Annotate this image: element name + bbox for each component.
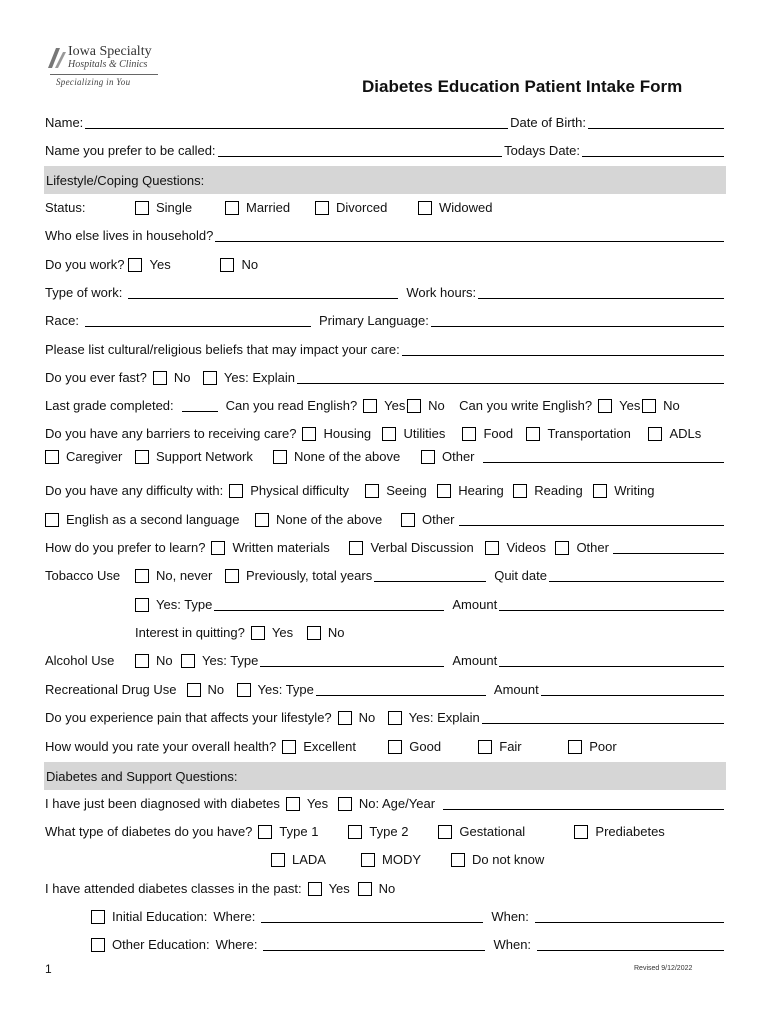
dtype-gestational[interactable] [438,824,574,840]
grade-row [45,394,726,414]
tobacco-previously[interactable] [225,568,372,584]
beliefs-label: Please list cultural/religious beliefs that may impact your care: [45,342,400,357]
preferred-row [45,139,726,159]
work-yes-checkbox[interactable] [128,258,142,272]
household-label: Who else lives in household? [45,228,214,243]
tobacco-yes-label: Yes: Type [156,597,213,612]
alcohol-no-checkbox[interactable] [135,654,149,668]
tobacco-previously-label: Previously, total years [246,568,373,583]
other-education-checkbox[interactable] [91,938,105,952]
pain-yes-checkbox[interactable] [388,711,402,725]
difficulty-physical[interactable] [229,483,365,499]
difficulty-row-2 [45,508,726,528]
drug-no-checkbox[interactable] [187,683,201,697]
barrier-other-checkbox[interactable] [421,450,435,464]
other-education[interactable] [91,937,210,953]
status-widowed-checkbox[interactable] [418,201,432,215]
status-widowed[interactable] [418,200,492,216]
tobacco-yes[interactable] [135,597,212,613]
section-diabetes-title: Diabetes and Support Questions: [46,768,238,784]
classes-no-label: No [378,881,396,896]
learn-videos[interactable] [485,540,555,556]
difficulty-hearing[interactable] [437,483,513,499]
barrier-other[interactable] [421,449,475,465]
race-label: Race: [45,313,79,328]
difficulty-esl[interactable] [45,512,255,528]
tobacco-years-field[interactable] [374,568,486,582]
write-no[interactable] [642,398,680,414]
dob-field[interactable] [588,115,724,129]
section-lifestyle-title: Lifestyle/Coping Questions: [46,172,205,188]
learn-written[interactable] [211,540,349,556]
difficulty-writing-label: Writing [614,483,655,498]
classes-row [45,877,726,897]
barrier-housing-checkbox[interactable] [302,427,316,441]
barrier-utilities[interactable] [382,426,462,442]
barriers-row-2 [45,445,726,465]
diabetes-type-row-2 [45,848,726,868]
status-married[interactable] [225,200,315,216]
alcohol-row [45,649,726,669]
barrier-support-network[interactable] [135,449,273,465]
section-diabetes [44,762,726,790]
difficulty-none-checkbox[interactable] [255,513,269,527]
dtype-gestational-label: Gestational [459,824,526,839]
difficulty-reading[interactable] [513,483,593,499]
quitting-row [45,621,726,641]
health-poor-label: Poor [589,739,617,754]
alcohol-amount-field[interactable] [499,653,724,667]
dtype-type2[interactable] [348,824,438,840]
dtype-prediabetes-label: Prediabetes [595,824,665,839]
dtype-type2-label: Type 2 [369,824,409,839]
drug-row [45,678,726,698]
status-divorced-label: Divorced [336,200,388,215]
read-no-checkbox[interactable] [407,399,421,413]
other-when-field[interactable] [537,937,724,951]
logo-mark-icon [46,46,68,70]
barrier-caregiver-label: Caregiver [66,449,123,464]
health-excellent[interactable] [282,739,388,755]
barriers-label: Do you have any barriers to receiving care? [45,426,297,441]
initial-education[interactable] [91,909,207,925]
todays-date-field[interactable] [582,143,724,157]
health-good-checkbox[interactable] [388,740,402,754]
barrier-adls-label: ADLs [669,426,702,441]
fast-explain-field[interactable] [297,370,724,384]
dtype-prediabetes-checkbox[interactable] [574,825,588,839]
barrier-housing[interactable] [302,426,382,442]
learn-verbal-label: Verbal Discussion [370,540,474,555]
fast-yes[interactable] [203,370,295,386]
work-hours-field[interactable] [478,285,724,299]
preferred-name-field[interactable] [218,143,503,157]
tobacco-type-field[interactable] [214,597,444,611]
barrier-food[interactable] [462,426,526,442]
pain-yes-label: Yes: Explain [408,710,480,725]
initial-where-field[interactable] [261,909,483,923]
name-row [45,111,726,131]
diagnosed-age-field[interactable] [443,796,724,810]
dtype-type1-checkbox[interactable] [258,825,272,839]
dtype-lada-label: LADA [292,852,326,867]
type-of-work-label: Type of work: [45,285,123,300]
diagnosed-no-checkbox[interactable] [338,797,352,811]
dtype-type1[interactable] [258,824,348,840]
classes-yes[interactable] [308,881,358,897]
health-fair[interactable] [478,739,568,755]
difficulty-physical-label: Physical difficulty [250,483,349,498]
diagnosed-yes-checkbox[interactable] [286,797,300,811]
logo-name-line2: Hospitals & Clinics [68,59,148,70]
work-hours-label: Work hours: [406,285,477,300]
initial-where-label: Where: [213,909,256,924]
tobacco-never-label: No, never [156,568,213,583]
quitting-no[interactable] [307,625,345,641]
race-field[interactable] [85,313,311,327]
work-no-label: No [241,257,259,272]
read-yes-checkbox[interactable] [363,399,377,413]
alcohol-yes-label: Yes: Type [202,653,259,668]
barrier-none[interactable] [273,449,421,465]
tobacco-previously-checkbox[interactable] [225,569,239,583]
alcohol-no[interactable] [135,653,181,669]
race-row [45,309,726,329]
barrier-adls[interactable] [648,426,701,442]
household-field[interactable] [215,228,724,242]
form-title: Diabetes Education Patient Intake Form [362,77,683,96]
diagnosed-no[interactable] [338,796,435,812]
status-single-checkbox[interactable] [135,201,149,215]
hospital-logo [44,44,164,94]
read-yes-label: Yes [384,398,406,413]
quitting-yes-checkbox[interactable] [251,626,265,640]
alcohol-yes-checkbox[interactable] [181,654,195,668]
drug-label: Recreational Drug Use [45,682,177,697]
learn-label: How do you prefer to learn? [45,540,206,555]
tobacco-amount-field[interactable] [499,597,724,611]
initial-when-field[interactable] [535,909,724,923]
todays-date-label: Todays Date: [504,143,580,158]
barrier-transportation[interactable] [526,426,648,442]
write-english-label: Can you write English? [459,398,593,413]
difficulty-other-field[interactable] [459,512,724,526]
classes-no[interactable] [358,881,396,897]
read-yes[interactable] [363,398,407,414]
drug-amount-field[interactable] [541,682,724,696]
barrier-food-checkbox[interactable] [462,427,476,441]
pain-yes[interactable] [388,710,480,726]
classes-no-checkbox[interactable] [358,882,372,896]
dtype-unknown-label: Do not know [472,852,545,867]
learn-verbal[interactable] [349,540,485,556]
logo-name-line1: Iowa Specialty [68,44,152,59]
fast-row [45,366,726,386]
initial-when-label: When: [491,909,529,924]
other-where-label: Where: [215,937,258,952]
alcohol-no-label: No [156,653,173,668]
quitting-yes-label: Yes [271,625,294,640]
quitting-no-checkbox[interactable] [307,626,321,640]
dtype-mody-checkbox[interactable] [361,853,375,867]
quitting-label: Interest in quitting? [135,625,245,640]
barrier-food-label: Food [483,426,514,441]
logo-divider [50,74,158,75]
work-row [45,253,726,273]
pain-no-checkbox[interactable] [338,711,352,725]
diagnosed-no-label: No: Age/Year [358,796,436,811]
write-no-label: No [663,398,680,413]
revised-date: Revised 9/12/2022 [634,965,693,972]
tobacco-label: Tobacco Use [45,568,121,583]
primary-language-field[interactable] [431,313,724,327]
preferred-name-label: Name you prefer to be called: [45,143,216,158]
learn-written-checkbox[interactable] [211,541,225,555]
dtype-unknown[interactable] [451,852,544,868]
status-divorced[interactable] [315,200,418,216]
barrier-utilities-label: Utilities [403,426,446,441]
difficulty-other[interactable] [401,512,455,528]
write-no-checkbox[interactable] [642,399,656,413]
work-no-checkbox[interactable] [220,258,234,272]
difficulty-hearing-checkbox[interactable] [437,484,451,498]
dtype-type2-checkbox[interactable] [348,825,362,839]
initial-education-checkbox[interactable] [91,910,105,924]
drug-yes-label: Yes: Type [257,682,314,697]
barrier-transportation-checkbox[interactable] [526,427,540,441]
read-english-label: Can you read English? [225,398,358,413]
tobacco-amount-label: Amount [452,597,498,612]
dtype-unknown-checkbox[interactable] [451,853,465,867]
barrier-none-label: None of the above [294,449,401,464]
tobacco-quit-label: Quit date [494,568,547,583]
alcohol-label: Alcohol Use [45,653,115,668]
health-excellent-checkbox[interactable] [282,740,296,754]
health-good[interactable] [388,739,478,755]
learn-verbal-checkbox[interactable] [349,541,363,555]
difficulty-seeing[interactable] [365,483,437,499]
health-poor[interactable] [568,739,616,755]
barrier-adls-checkbox[interactable] [648,427,662,441]
quitting-yes[interactable] [251,625,307,641]
status-divorced-checkbox[interactable] [315,201,329,215]
diabetes-type-label: What type of diabetes do you have? [45,824,253,839]
learn-other-field[interactable] [613,540,724,554]
learn-other-checkbox[interactable] [555,541,569,555]
learn-row [45,536,726,556]
difficulty-reading-label: Reading [534,483,583,498]
difficulty-seeing-label: Seeing [386,483,427,498]
learn-other-label: Other [576,540,609,555]
grade-field[interactable] [182,398,218,412]
dob-label: Date of Birth: [510,115,586,130]
barrier-caregiver-checkbox[interactable] [45,450,59,464]
name-label: Name: [45,115,84,130]
barrier-utilities-checkbox[interactable] [382,427,396,441]
difficulty-none-label: None of the above [276,512,383,527]
tobacco-never-checkbox[interactable] [135,569,149,583]
drug-yes[interactable] [237,682,314,698]
work-yes-label: Yes [149,257,171,272]
diagnosed-label: I have just been diagnosed with diabetes [45,796,280,811]
status-married-label: Married [246,200,291,215]
work-label: Do you work? [45,257,125,272]
tobacco-yes-checkbox[interactable] [135,598,149,612]
dtype-lada-checkbox[interactable] [271,853,285,867]
classes-yes-checkbox[interactable] [308,882,322,896]
status-row [45,196,726,216]
health-row [45,735,726,755]
health-excellent-label: Excellent [303,739,356,754]
alcohol-amount-label: Amount [452,653,498,668]
drug-yes-checkbox[interactable] [237,683,251,697]
read-no[interactable] [407,398,459,414]
dtype-gestational-checkbox[interactable] [438,825,452,839]
pain-label: Do you experience pain that affects your lifestyle? [45,710,332,725]
dtype-mody[interactable] [361,852,451,868]
read-no-label: No [428,398,445,413]
logo-tagline: Specializing in You [56,77,131,87]
write-yes[interactable] [598,398,642,414]
barrier-transportation-label: Transportation [547,426,631,441]
barriers-row-1 [45,422,726,442]
fast-label: Do you ever fast? [45,370,147,385]
drug-no[interactable] [187,682,237,698]
health-fair-checkbox[interactable] [478,740,492,754]
beliefs-field[interactable] [402,342,724,356]
health-good-label: Good [409,739,442,754]
alcohol-yes[interactable] [181,653,258,669]
fast-yes-label: Yes: Explain [223,370,295,385]
drug-no-label: No [207,682,225,697]
difficulty-reading-checkbox[interactable] [513,484,527,498]
pain-no[interactable] [338,710,388,726]
other-where-field[interactable] [263,937,485,951]
tobacco-never[interactable] [135,568,225,584]
classes-yes-label: Yes [328,881,350,896]
barrier-caregiver[interactable] [45,449,135,465]
status-single-label: Single [156,200,193,215]
barrier-other-field[interactable] [483,449,724,463]
other-education-label: Other Education: [112,937,210,952]
learn-other[interactable] [555,540,609,556]
difficulty-hearing-label: Hearing [458,483,504,498]
learn-videos-checkbox[interactable] [485,541,499,555]
pain-row [45,706,726,726]
dtype-lada[interactable] [271,852,361,868]
drug-amount-label: Amount [493,682,539,697]
dtype-mody-label: MODY [382,852,421,867]
tobacco-type-row [45,593,726,613]
difficulty-physical-checkbox[interactable] [229,484,243,498]
difficulty-none[interactable] [255,512,401,528]
difficulty-esl-label: English as a second language [66,512,240,527]
fast-no-label: No [173,370,191,385]
difficulty-writing-checkbox[interactable] [593,484,607,498]
barrier-support-network-checkbox[interactable] [135,450,149,464]
name-field[interactable] [85,115,508,129]
health-label: How would you rate your overall health? [45,739,277,754]
diabetes-type-row-1 [45,820,726,840]
status-single[interactable] [135,200,225,216]
write-yes-checkbox[interactable] [598,399,612,413]
learn-written-label: Written materials [232,540,330,555]
alcohol-type-field[interactable] [260,653,444,667]
other-when-label: When: [493,937,532,952]
diagnosed-row [45,792,726,812]
fast-yes-checkbox[interactable] [203,371,217,385]
dtype-prediabetes[interactable] [574,824,664,840]
diagnosed-yes-label: Yes [306,796,329,811]
difficulty-other-checkbox[interactable] [401,513,415,527]
write-yes-label: Yes [619,398,641,413]
fast-no-checkbox[interactable] [153,371,167,385]
status-widowed-label: Widowed [439,200,493,215]
diagnosed-yes[interactable] [286,796,338,812]
barrier-housing-label: Housing [323,426,372,441]
health-poor-checkbox[interactable] [568,740,582,754]
drug-type-field[interactable] [316,682,486,696]
classes-label: I have attended diabetes classes in the past: [45,881,302,896]
dtype-type1-label: Type 1 [279,824,319,839]
work-type-row [45,281,726,301]
difficulty-esl-checkbox[interactable] [45,513,59,527]
tobacco-row [45,564,726,584]
beliefs-row [45,338,726,358]
barrier-other-label: Other [442,449,475,464]
page-number: 1 [45,962,52,976]
barrier-none-checkbox[interactable] [273,450,287,464]
section-lifestyle [44,166,726,194]
difficulty-other-label: Other [422,512,455,527]
barrier-support-network-label: Support Network [156,449,253,464]
difficulty-label: Do you have any difficulty with: [45,483,224,498]
learn-videos-label: Videos [506,540,546,555]
tobacco-quit-field[interactable] [549,568,724,582]
pain-explain-field[interactable] [482,710,724,724]
difficulty-writing[interactable] [593,483,654,499]
initial-education-row [45,905,726,925]
grade-label: Last grade completed: [45,398,174,413]
type-of-work-field[interactable] [128,285,398,299]
primary-language-label: Primary Language: [318,313,429,328]
fast-no[interactable] [153,370,203,386]
work-no[interactable] [220,257,258,273]
difficulty-row-1 [45,479,726,499]
other-education-row [45,933,726,953]
health-fair-label: Fair [499,739,522,754]
quitting-no-label: No [327,625,345,640]
initial-education-label: Initial Education: [112,909,208,924]
pain-no-label: No [358,710,376,725]
status-married-checkbox[interactable] [225,201,239,215]
difficulty-seeing-checkbox[interactable] [365,484,379,498]
household-row [45,224,726,244]
work-yes[interactable] [128,257,220,273]
status-label: Status: [45,200,86,215]
